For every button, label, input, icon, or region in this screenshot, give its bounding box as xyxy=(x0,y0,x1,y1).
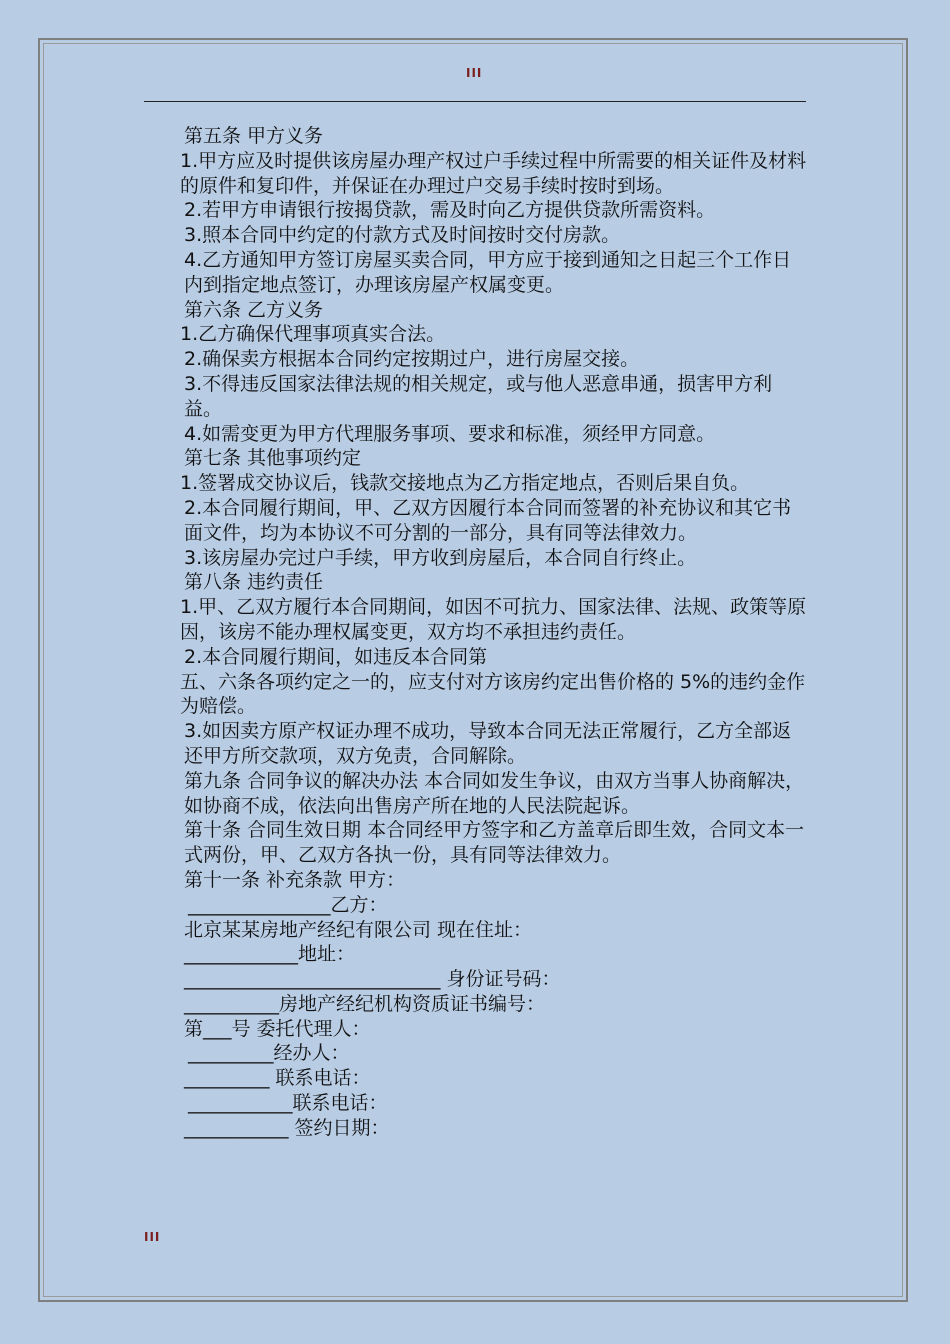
paragraph-sign-2: 北京某某房地产经纪有限公司 现在住址： xyxy=(184,918,533,941)
paragraph-art6-4: 4.如需变更为甲方代理服务事项、要求和标准，须经甲方同意。 xyxy=(184,422,716,445)
paragraph-art6-1: 1.乙方确保代理事项真实合法。 xyxy=(180,323,446,346)
paragraph-art7-3: 3.该房屋办完过户手续，甲方收到房屋后，本合同自行终止。 xyxy=(184,546,697,569)
paragraph-sign-3: ____________地址： xyxy=(184,943,356,966)
paragraph-art6-3: 3.不得违反国家法律法规的相关规定，或与他人恶意串通，损害甲方利益。 xyxy=(184,372,773,420)
footer-mark: III xyxy=(144,1230,161,1244)
paragraph-art6-title: 第六条 乙方义务 xyxy=(184,298,324,321)
paragraph-art7-title: 第七条 其他事项约定 xyxy=(184,447,362,470)
paragraph-sign-9: ___________联系电话： xyxy=(188,1092,388,1115)
paragraph-art9: 第九条 合同争议的解决办法 本合同如发生争议，由双方当事人协商解决，如协商不成，依法向出售房产所在地的人民法院起诉。 xyxy=(184,769,805,817)
paragraph-sign-8: _________ 联系电话： xyxy=(184,1067,371,1090)
paragraph-sign-5: __________房地产经纪机构资质证书编号： xyxy=(184,992,546,1015)
paragraph-sign-4: ___________________________ 身份证号码： xyxy=(184,968,561,991)
paragraph-art8-2: 2.本合同履行期间，如违反本合同第 xyxy=(184,645,488,668)
paragraph-art7-2: 2.本合同履行期间，甲、乙双方因履行本合同而签署的补充协议和其它书面文件，均为本协议不可分割的一部分，具有同等法律效力。 xyxy=(184,496,792,544)
paragraph-art8-2b: 五、六条各项约定之一的，应支付对方该房约定出售价格的 5%的违约金作为赔偿。 xyxy=(180,670,806,718)
paragraph-art5-1: 1.甲方应及时提供该房屋办理产权过户手续过程中所需要的相关证件及材料的原件和复印件，并保证在办理过户交易手续时按时到场。 xyxy=(180,149,807,197)
contract-body xyxy=(144,124,808,1141)
paragraph-art8-title: 第八条 违约责任 xyxy=(184,571,324,594)
paragraph-art5-2: 2.若甲方申请银行按揭贷款，需及时向乙方提供贷款所需资料。 xyxy=(184,199,716,222)
paragraph-sign-10: ___________ 签约日期： xyxy=(184,1116,390,1139)
paragraph-art7-1: 1.签署成交协议后，钱款交接地点为乙方指定地点，否则后果自负。 xyxy=(180,472,750,495)
paragraph-art5-3: 3.照本合同中约定的付款方式及时间按时交付房款。 xyxy=(184,224,621,247)
paragraph-art11: 第十一条 补充条款 甲方： xyxy=(184,868,406,891)
paragraph-sign-7: _________经办人： xyxy=(188,1042,350,1065)
paragraph-sign-6: 第___号 委托代理人： xyxy=(184,1017,371,1040)
header-mark: III xyxy=(466,66,483,80)
header-divider xyxy=(144,101,806,102)
paragraph-art10: 第十条 合同生效日期 本合同经甲方签字和乙方盖章后即生效，合同文本一式两份，甲、乙双方各执一份，具有同等法律效力。 xyxy=(184,819,805,867)
paragraph-art5-title: 第五条 甲方义务 xyxy=(184,125,324,147)
paragraph-art8-3: 3.如因卖方原产权证办理不成功，导致本合同无法正常履行，乙方全部返还甲方所交款项，双方免责，合同解除。 xyxy=(184,720,792,767)
paragraph-sign-1: _______________乙方： xyxy=(188,893,388,916)
paragraph-art8-1: 1.甲、乙双方履行本合同期间，如因不可抗力、国家法律、法规、政策等原因，该房不能办理权属变更，双方均不承担违约责任。 xyxy=(180,596,807,643)
paragraph-art5-4: 4.乙方通知甲方签订房屋买卖合同，甲方应于接到通知之日起三个工作日内到指定地点签订，办理该房屋产权属变更。 xyxy=(184,248,792,296)
paragraph-art6-2: 2.确保卖方根据本合同约定按期过户，进行房屋交接。 xyxy=(184,348,640,371)
